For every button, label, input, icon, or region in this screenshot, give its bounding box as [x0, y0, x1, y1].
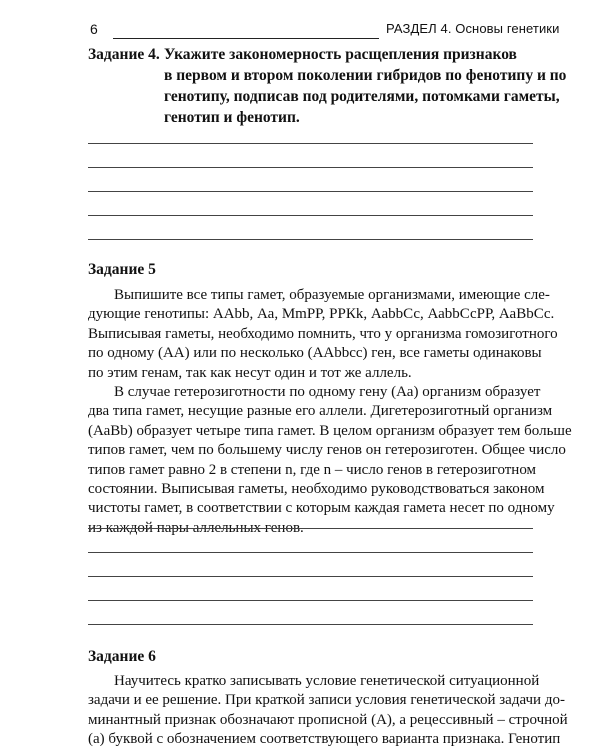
answer-line[interactable] — [88, 552, 533, 553]
answer-line[interactable] — [88, 600, 533, 601]
task5-paragraph-1 — [88, 286, 558, 383]
text-line: Выписывая гаметы, необходимо помнить, что у организма гомозиготного — [88, 325, 558, 342]
text-line: (АаВb) образует четыре типа гамет. В целом организм образует тем больше — [88, 422, 572, 439]
answer-line[interactable] — [88, 239, 533, 240]
task4-line: генотип и фенотип. — [164, 109, 300, 126]
task4-line: Укажите закономерность расщепления признаков — [164, 46, 517, 63]
task6-paragraph-1 — [88, 672, 568, 750]
answer-line[interactable] — [88, 624, 533, 625]
answer-line[interactable] — [88, 215, 533, 216]
task4-text — [164, 44, 567, 128]
answer-line[interactable] — [88, 528, 533, 529]
answer-line[interactable] — [88, 576, 533, 577]
header-rule — [113, 38, 379, 39]
answer-line[interactable] — [88, 143, 533, 144]
task6-heading: Задание 6 — [88, 648, 156, 665]
text-line: типов гамет, чем по большему числу генов он гетерозиготен. Общее число — [88, 442, 566, 459]
text-line: два типа гамет, несущие разные его аллели. Дигетерозиготный организм — [88, 403, 553, 420]
text-line: Научитесь кратко записывать условие генетической ситуационной — [114, 673, 540, 689]
answer-line[interactable] — [88, 191, 533, 192]
text-line: по этим генам, так как несут один и тот же аллель. — [88, 364, 412, 381]
text-line: чистоты гамет, в соответствии с которым каждая гамета несет по одному — [88, 500, 555, 517]
text-line: В случае гетерозиготности по одному гену (Аа) организм образует — [114, 384, 541, 400]
text-line: Выпишите все типы гамет, образуемые организмами, имеющие сле- — [114, 287, 550, 303]
answer-line[interactable] — [88, 167, 533, 168]
text-line: по одному (АА) или по несколько (ААbbcc) ген, все гаметы одинаковы — [88, 345, 542, 362]
text-line: задачи и ее решение. При краткой записи условия генетической задачи до- — [88, 692, 565, 709]
text-line: типов гамет равно 2 в степени n, где n – число генов в гетерозиготном — [88, 461, 537, 478]
text-line: минантный признак обозначают прописной (А), а рецессивный – строчной — [88, 711, 568, 728]
task4-line: генотипу, подписав под родителями, потомками гаметы, — [164, 88, 560, 105]
text-line: из каждой пары аллельных генов. — [88, 519, 304, 536]
task4-label: Задание 4. — [88, 46, 160, 63]
page-header — [0, 0, 600, 40]
text-line: состоянии. Выписывая гаметы, необходимо руководствоваться законом — [88, 481, 545, 498]
running-title: РАЗДЕЛ 4. Основы генетики — [386, 21, 560, 36]
text-line: (а) буквой с обозначением соответствующего варианта признака. Генотип — [88, 731, 561, 748]
task5-paragraph-2 — [88, 383, 572, 538]
text-line: дующие генотипы: ААbb, Аа, МmРР, РРКk, АаbbСс, АаbbСсРР, АаВbСс. — [88, 306, 555, 323]
page-number: 6 — [90, 21, 98, 37]
task5-heading: Задание 5 — [88, 261, 156, 278]
task4-line: в первом и втором поколении гибридов по фенотипу и по — [164, 67, 567, 84]
